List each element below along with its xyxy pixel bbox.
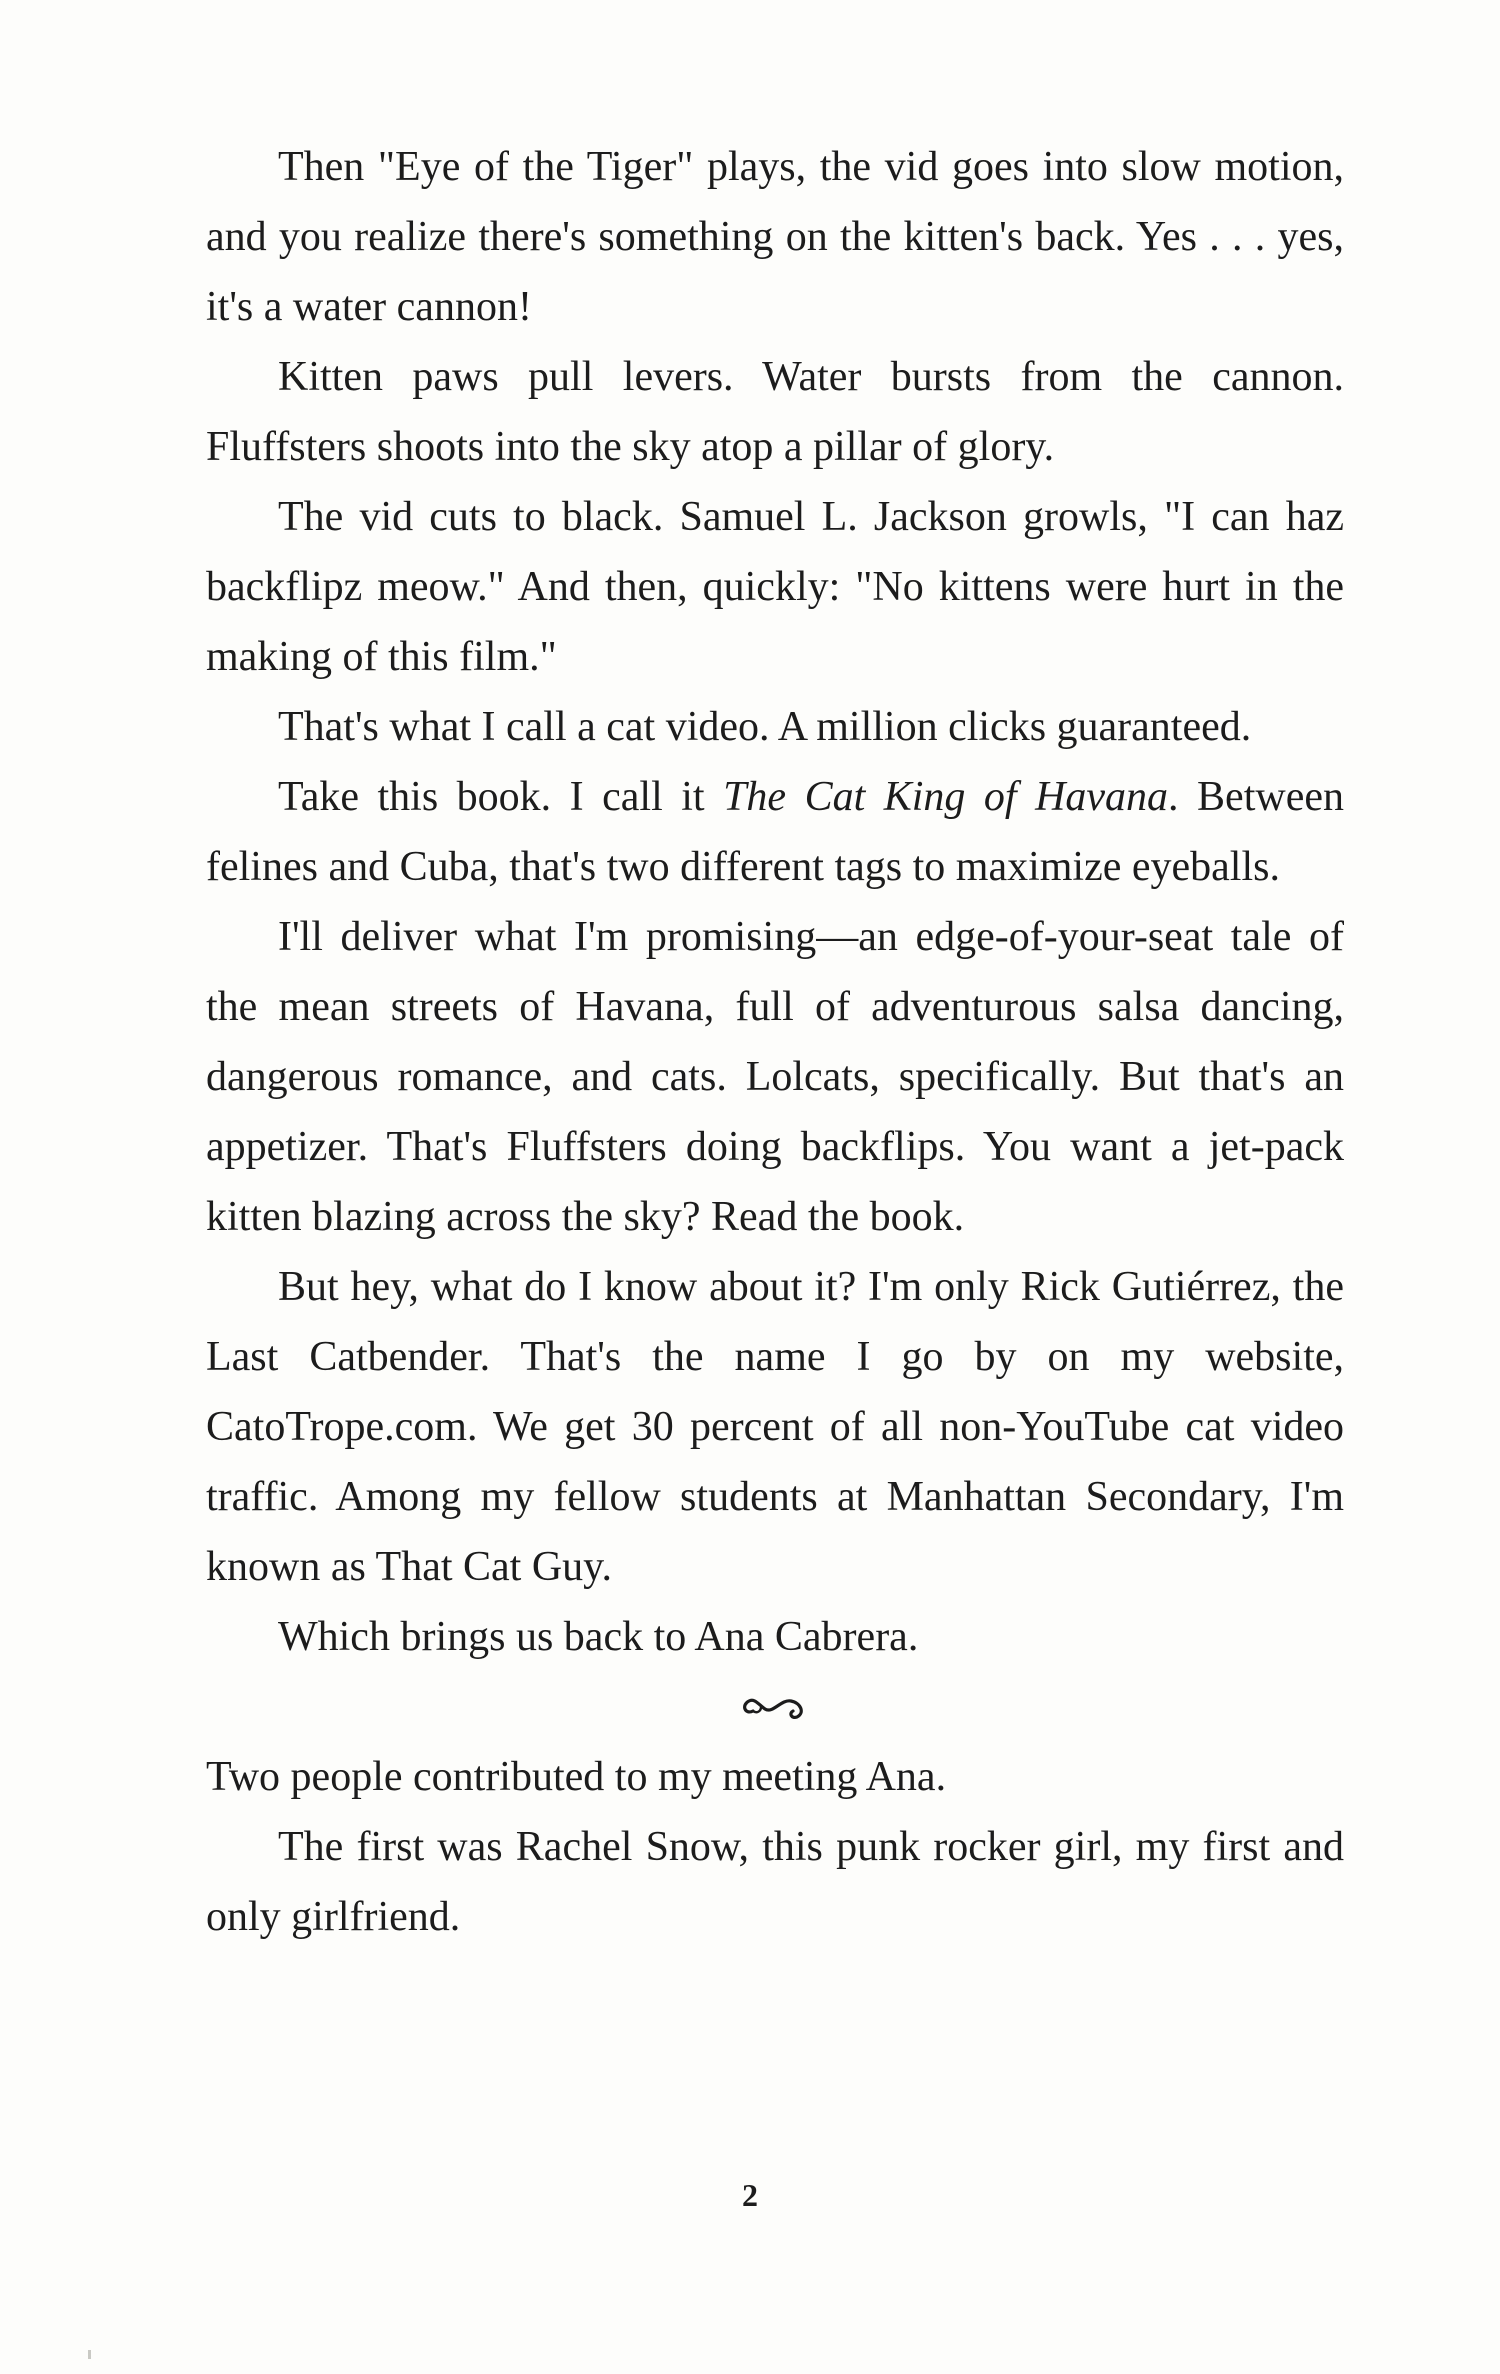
paragraph-8: Which brings us back to Ana Cabrera. <box>278 1614 919 1660</box>
paragraph-5-before: Take this book. I call it <box>278 774 724 820</box>
swash-ornament-icon <box>735 1687 815 1727</box>
scan-speck <box>88 2350 91 2359</box>
paragraph-6: I'll deliver what I'm promising—an edge-of-your-seat tale of the mean streets of Havana, full of adventurous salsa dancing, dangerous romance, and cats. Lolcats, specifically. But that's an appetizer. That's Fluffsters doing backflips. You want a jet-pack kitten blazing across the sky? Read the book. <box>206 914 1344 1240</box>
paragraph-9: Two people contributed to my meeting Ana. <box>206 1754 947 1800</box>
paragraph-3: The vid cuts to black. Samuel L. Jackson growls, "I can haz backflipz meow." And then, quickly: "No kittens were hurt in the making of this film." <box>206 494 1344 680</box>
paragraph-7: But hey, what do I know about it? I'm only Rick Gutiérrez, the Last Catbender. That's the name I go by on my website, CatoTrope.com. We get 30 percent of all non-YouTube cat video traffic. Among my fellow students at Manhattan Secondary, I'm known as That Cat Guy. <box>206 1264 1344 1590</box>
section-break <box>206 1672 1344 1742</box>
paragraph-1: Then "Eye of the Tiger" plays, the vid goes into slow motion, and you realize there's something on the kitten's back. Yes . . . yes, it's a water cannon! <box>206 144 1344 330</box>
page-number: 2 <box>742 2177 758 2213</box>
paragraph-2: Kitten paws pull levers. Water bursts from the cannon. Fluffsters shoots into the sky atop a pillar of glory. <box>206 354 1344 470</box>
paragraph-10: The first was Rachel Snow, this punk rocker girl, my first and only girlfriend. <box>206 1824 1344 1940</box>
paragraph-4: That's what I call a cat video. A million clicks guaranteed. <box>278 704 1252 750</box>
book-title: The Cat King of Havana <box>723 774 1169 820</box>
paragraph-5 <box>206 762 1344 902</box>
paragraph-5-after: . Between felines and Cuba, that's two different tags to maximize eyeballs. <box>206 774 1344 890</box>
body-text <box>206 132 1344 1952</box>
